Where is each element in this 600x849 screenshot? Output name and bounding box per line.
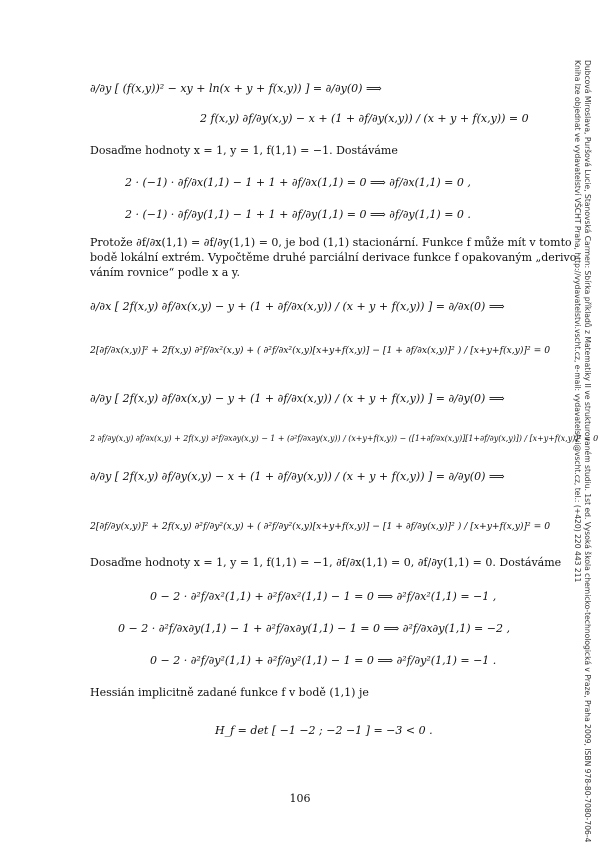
text-paragraph-2b: bodě lokální extrém. Vypočtěme druhé parciální derivace funkce f opakovaným „derivo- (90, 251, 581, 264)
equation-6a: 0 − 2 · ∂²f/∂x²(1,1) + ∂²f/∂x²(1,1) − 1 = 0 ⟹ ∂²f/∂x²(1,1) = −1 , (150, 590, 497, 603)
citation-line-2: Kniha lze objednat ve vydavatelství VŠCHT Praha, http://vydavatelstvi.vscht.cz, e-mail: vydavatelstvi@vscht.cz, tel.: (+420) 220 443 211 (573, 60, 582, 583)
equation-4b: 2 ∂f/∂y(x,y) ∂f/∂x(x,y) + 2f(x,y) ∂²f/∂x∂y(x,y) − 1 + (∂²f/∂x∂y(x,y)) / (x+y+f(x,y)) − ([1+∂f/∂x(x,y)][1+∂f/∂y(x,y)]) / [x+y+f(x,y)]² = 0 (90, 434, 599, 443)
equation-1a: ∂/∂y [ (f(x,y))² − xy + ln(x + y + f(x,y)) ] = ∂/∂y(0) ⟹ (90, 82, 382, 95)
equation-hessian: H_f = det [ −1 −2 ; −2 −1 ] = −3 < 0 . (215, 724, 433, 737)
text-paragraph-2a: Protože ∂f/∂x(1,1) = ∂f/∂y(1,1) = 0, je bod (1,1) stacionární. Funkce f může mít v tomto (90, 236, 572, 249)
citation-sidebar (573, 60, 592, 843)
text-paragraph-4: Hessián implicitně zadané funkce f v bodě (1,1) je (90, 686, 369, 699)
equation-6c: 0 − 2 · ∂²f/∂y²(1,1) + ∂²f/∂y²(1,1) − 1 = 0 ⟹ ∂²f/∂y²(1,1) = −1 . (150, 654, 497, 667)
equation-3a: ∂/∂x [ 2f(x,y) ∂f/∂x(x,y) − y + (1 + ∂f/∂x(x,y)) / (x + y + f(x,y)) ] = ∂/∂x(0) ⟹ (90, 300, 505, 313)
page-number: 106 (289, 792, 311, 805)
equation-6b: 0 − 2 · ∂²f/∂x∂y(1,1) − 1 + ∂²f/∂x∂y(1,1) − 1 = 0 ⟹ ∂²f/∂x∂y(1,1) = −2 , (118, 622, 510, 635)
equation-2a: 2 · (−1) · ∂f/∂x(1,1) − 1 + 1 + ∂f/∂x(1,1) = 0 ⟹ ∂f/∂x(1,1) = 0 , (125, 176, 471, 189)
equation-2b: 2 · (−1) · ∂f/∂y(1,1) − 1 + 1 + ∂f/∂y(1,1) = 0 ⟹ ∂f/∂y(1,1) = 0 . (125, 208, 471, 221)
citation-line-1: Dubcová Miroslava, Puršová Lucie, Stanovská Carmen: Sbírka příkladů z Matematiky II ve strukturovaném studiu. 1st ed. Vysoká škola chemicko-technologická v Praze, Praha 2009, ISBN 978-80-7080-706-4 (583, 60, 592, 843)
text-paragraph-2c: váním rovnice“ podle x a y. (90, 266, 241, 279)
equation-1b: 2 f(x,y) ∂f/∂y(x,y) − x + (1 + ∂f/∂y(x,y)) / (x + y + f(x,y)) = 0 (200, 112, 529, 125)
equation-5a: ∂/∂y [ 2f(x,y) ∂f/∂y(x,y) − x + (1 + ∂f/∂y(x,y)) / (x + y + f(x,y)) ] = ∂/∂y(0) ⟹ (90, 470, 505, 483)
text-paragraph-1: Dosaďme hodnoty x = 1, y = 1, f(1,1) = −1. Dostáváme (90, 144, 398, 157)
equation-3b: 2[∂f/∂x(x,y)]² + 2f(x,y) ∂²f/∂x²(x,y) + ( ∂²f/∂x²(x,y)[x+y+f(x,y)] − [1 + ∂f/∂x(x,y)]² ) / [x+y+f(x,y)]² = 0 (90, 345, 551, 356)
equation-5b: 2[∂f/∂y(x,y)]² + 2f(x,y) ∂²f/∂y²(x,y) + ( ∂²f/∂y²(x,y)[x+y+f(x,y)] − [1 + ∂f/∂y(x,y)]² ) / [x+y+f(x,y)]² = 0 (90, 521, 551, 532)
equation-4a: ∂/∂y [ 2f(x,y) ∂f/∂x(x,y) − y + (1 + ∂f/∂x(x,y)) / (x + y + f(x,y)) ] = ∂/∂y(0) ⟹ (90, 392, 505, 405)
text-paragraph-3: Dosaďme hodnoty x = 1, y = 1, f(1,1) = −1, ∂f/∂x(1,1) = 0, ∂f/∂y(1,1) = 0. Dostáváme (90, 556, 562, 569)
